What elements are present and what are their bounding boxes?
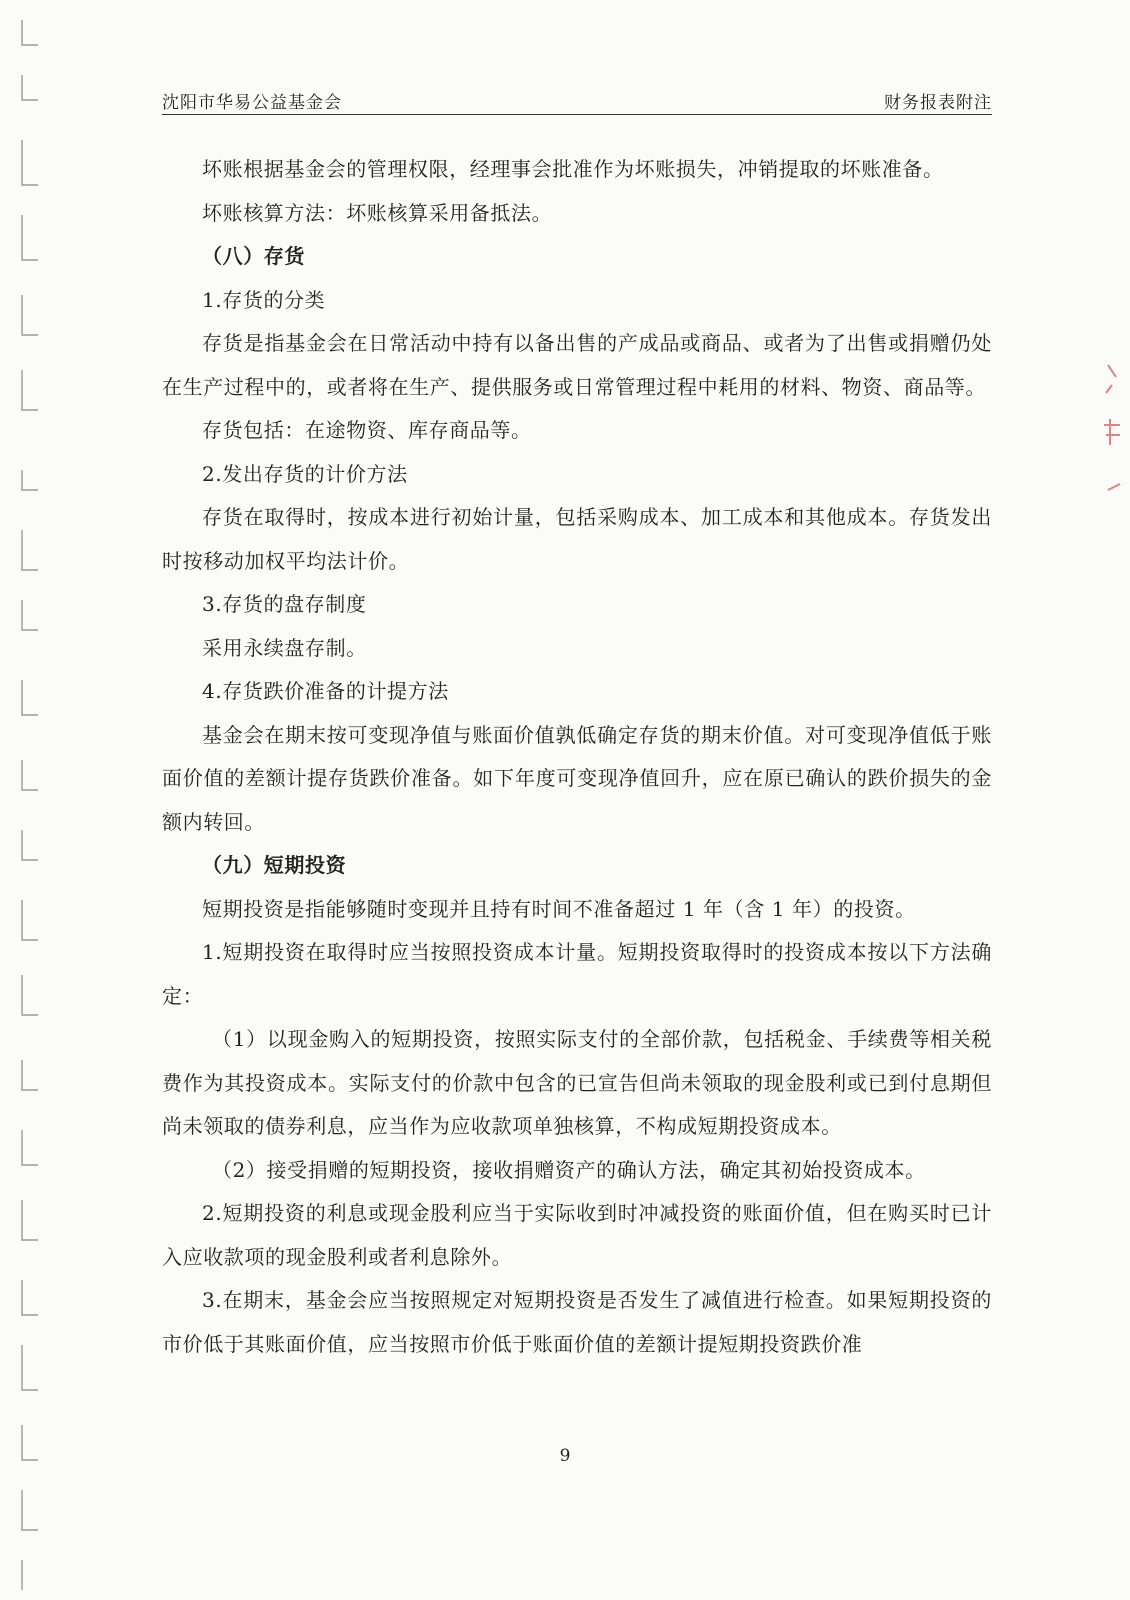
paragraph: （1）以现金购入的短期投资，按照实际支付的全部价款，包括税金、手续费等相关税费作为其投资成本。实际支付的价款中包含的已宣告但尚未领取的现金股利或已到付息期但尚未领取的债券利息，应当作为应收款项单独核算，不构成短期投资成本。 bbox=[162, 1027, 992, 1138]
paragraph: 1.短期投资在取得时应当按照投资成本计量。短期投资取得时的投资成本按以下方法确定： bbox=[162, 940, 992, 1008]
paragraph: 3.存货的盘存制度 bbox=[202, 592, 367, 616]
paragraph: 采用永续盘存制。 bbox=[202, 635, 367, 660]
paragraph: 1.存货的分类 bbox=[202, 287, 326, 312]
paragraph: 3.在期末，基金会应当按照规定对短期投资是否发生了减值进行检查。如果短期投资的市价低于其账面价值，应当按照市价低于账面价值的差额计提短期投资跌价准 bbox=[162, 1288, 992, 1356]
paragraph: 短期投资是指能够随时变现并且持有时间不准备超过 1 年（含 1 年）的投资。 bbox=[202, 896, 916, 921]
section-heading: （八）存货 bbox=[202, 244, 305, 268]
paragraph: 基金会在期末按可变现净值与账面价值孰低确定存货的期末价值。对可变现净值低于账面价值的差额计提存货跌价准备。如下年度可变现净值回升，应在原已确认的跌价损失的金额内转回。 bbox=[162, 722, 992, 834]
header-organization: 沈阳市华易公益基金会 bbox=[162, 93, 342, 113]
paragraph: 2.短期投资的利息或现金股利应当于实际收到时冲减投资的账面价值，但在购买时已计入应收款项的现金股利或者利息除外。 bbox=[162, 1201, 992, 1269]
paragraph: 2.发出存货的计价方法 bbox=[202, 461, 408, 486]
page-number: 9 bbox=[559, 1446, 571, 1466]
section-heading: （九）短期投资 bbox=[202, 853, 347, 877]
paragraph: 坏账核算方法：坏账核算采用备抵法。 bbox=[202, 200, 553, 225]
paragraph: 4.存货跌价准备的计提方法 bbox=[202, 679, 449, 703]
paragraph: 存货包括：在途物资、库存商品等。 bbox=[202, 418, 532, 442]
document-body bbox=[162, 148, 992, 1366]
page-header bbox=[162, 88, 992, 115]
binding-edge-marks bbox=[14, 0, 44, 1600]
red-seal-fragment-icon bbox=[1098, 355, 1130, 505]
paragraph: 坏账根据基金会的管理权限，经理事会批准作为坏账损失，冲销提取的坏账准备。 bbox=[202, 157, 944, 181]
paragraph: （2）接受捐赠的短期投资，接收捐赠资产的确认方法，确定其初始投资成本。 bbox=[212, 1157, 926, 1182]
header-section-title: 财务报表附注 bbox=[884, 93, 992, 113]
paragraph: 存货在取得时，按成本进行初始计量，包括采购成本、加工成本和其他成本。存货发出时按移动加权平均法计价。 bbox=[162, 505, 992, 573]
paragraph: 存货是指基金会在日常活动中持有以备出售的产成品或商品、或者为了出售或捐赠仍处在生产过程中的，或者将在生产、提供服务或日常管理过程中耗用的材料、物资、商品等。 bbox=[162, 331, 992, 399]
